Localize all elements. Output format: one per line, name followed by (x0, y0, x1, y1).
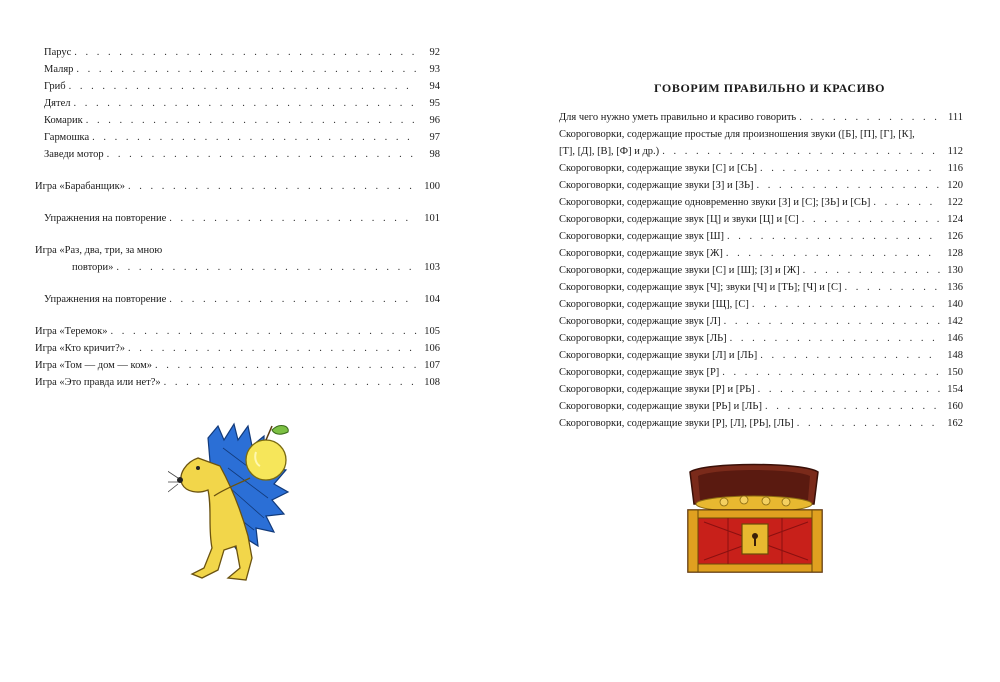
toc-entry-title: Скороговорки, содержащие звук [Р] (559, 367, 720, 378)
toc-entry-title: Скороговорки, содержащие звуки [Р] и [РЬ] (559, 384, 755, 395)
toc-entry-page-number: 148 (947, 350, 963, 361)
toc-entry-title: Игра «Том — дом — ком» (35, 360, 153, 371)
toc-leader-dots (73, 97, 417, 110)
toc-entry (559, 247, 963, 260)
toc-entry-page-number: 162 (947, 418, 963, 429)
toc-entry-page-number: 126 (947, 231, 963, 242)
toc-leader-dots (757, 179, 941, 192)
toc-leader-dots (662, 145, 940, 158)
toc-leader-dots (155, 359, 417, 372)
toc-entry (72, 261, 440, 274)
toc-entry (559, 179, 963, 192)
toc-leader-dots (169, 212, 417, 225)
toc-leader-dots (86, 114, 417, 127)
toc-entry (559, 230, 963, 243)
toc-entry-title: Скороговорки, содержащие звуки [Л] и [ЛЬ] (559, 350, 758, 361)
toc-entry-title: Скороговорки, содержащие звуки [Р], [Л], [РЬ], [ЛЬ] (559, 418, 794, 429)
toc-entry-title: Скороговорки, содержащие звук [Ж] (559, 248, 723, 259)
toc-entry-page-number: 142 (947, 316, 963, 327)
toc-leader-dots (760, 349, 940, 362)
hedgehog-illustration (168, 418, 308, 588)
toc-entry-first-line: Игра «Раз, два, три, за мною (35, 245, 163, 256)
toc-entry (559, 264, 963, 277)
toc-entry-page-number: 116 (947, 163, 963, 174)
toc-entry-title: Скороговорки, содержащие звук [Ч]; звуки [Ч] и [ТЬ]; [Ч] и [С] (559, 282, 842, 293)
toc-entry-page-number: 130 (947, 265, 963, 276)
toc-entry (559, 145, 963, 158)
toc-entry (559, 298, 963, 311)
toc-entry-page-number: 112 (947, 146, 963, 157)
toc-entry-title: Скороговорки, содержащие звук [Ц] и звуки [Ц] и [С] (559, 214, 799, 225)
toc-entry (44, 63, 440, 76)
toc-entry-page-number: 122 (947, 197, 963, 208)
toc-entry-title: Скороговорки, содержащие звуки [З] и [ЗЬ] (559, 180, 754, 191)
toc-entry (44, 293, 440, 306)
toc-leader-dots (760, 162, 940, 175)
toc-leader-dots (845, 281, 940, 294)
toc-entry-page-number: 111 (948, 112, 963, 123)
toc-entry-title: Заведи мотор (44, 149, 104, 160)
toc-entry-page-number: 104 (424, 294, 440, 305)
toc-entry-title: Игра «Это правда или нет?» (35, 377, 161, 388)
toc-entry (44, 80, 440, 93)
toc-entry-title: Гармошка (44, 132, 90, 143)
toc-entry-page-number: 93 (429, 64, 440, 75)
toc-entry-title: Скороговорки, содержащие звуки [Щ], [С] (559, 299, 749, 310)
toc-entry-title: Скороговорки, содержащие одновременно звуки [З] и [С]; [ЗЬ] и [СЬ] (559, 197, 871, 208)
toc-entry-title: Скороговорки, содержащие звуки [РЬ] и [ЛЬ] (559, 401, 762, 412)
toc-leader-dots (758, 383, 940, 396)
toc-entry (559, 281, 963, 294)
toc-entry-title: Упражнения на повторение (44, 294, 167, 305)
toc-entry-page-number: 105 (424, 326, 440, 337)
toc-entry (35, 359, 440, 372)
toc-entry-page-number: 98 (429, 149, 440, 160)
toc-entry (44, 131, 440, 144)
toc-leader-dots (797, 417, 940, 430)
apple (246, 440, 286, 480)
toc-leader-dots (802, 213, 940, 226)
toc-entry-page-number: 124 (947, 214, 963, 225)
toc-entry-title: Парус (44, 47, 72, 58)
toc-entry-page-number: 101 (424, 213, 440, 224)
toc-leader-dots (726, 247, 940, 260)
toc-entry-title: Гриб (44, 81, 66, 92)
toc-entry (559, 315, 963, 328)
toc-entry-page-number: 106 (424, 343, 440, 354)
toc-entry (559, 366, 963, 379)
toc-leader-dots (116, 261, 417, 274)
toc-entry (559, 213, 963, 226)
toc-entry (559, 400, 963, 413)
toc-entry-page-number: 108 (424, 377, 440, 388)
toc-entry-title: Игра «Теремок» (35, 326, 108, 337)
toc-entry (35, 376, 440, 389)
toc-entry-title: Скороговорки, содержащие звук [ЛЬ] (559, 333, 727, 344)
toc-entry-title: Скороговорки, содержащие звуки [С] и [СЬ] (559, 163, 757, 174)
toc-leader-dots (730, 332, 940, 345)
toc-entry (559, 162, 963, 175)
toc-entry (559, 349, 963, 362)
toc-leader-dots (752, 298, 940, 311)
toc-entry (44, 148, 440, 161)
toc-leader-dots (69, 80, 417, 93)
toc-leader-dots (76, 63, 417, 76)
toc-entry (559, 196, 963, 209)
toc-entry-page-number: 97 (429, 132, 440, 143)
toc-entry (559, 332, 963, 345)
toc-entry-page-number: 100 (424, 181, 440, 192)
toc-entry-title: Упражнения на повторение (44, 213, 167, 224)
section-heading: ГОВОРИМ ПРАВИЛЬНО И КРАСИВО (654, 81, 886, 95)
toc-leader-dots (765, 400, 940, 413)
toc-entry-page-number: 146 (947, 333, 963, 344)
toc-leader-dots (722, 366, 940, 379)
toc-entry-page-number: 94 (429, 81, 440, 92)
right-page (500, 0, 1000, 682)
toc-entry (35, 325, 440, 338)
toc-entry (44, 46, 440, 59)
toc-entry (559, 383, 963, 396)
toc-entry (35, 342, 440, 355)
toc-entry-page-number: 154 (947, 384, 963, 395)
toc-entry-page-number: 160 (947, 401, 963, 412)
toc-entry-title: Комарик (44, 115, 83, 126)
toc-entry-page-number: 96 (429, 115, 440, 126)
toc-leader-dots (724, 315, 940, 328)
toc-entry (44, 212, 440, 225)
toc-entry-page-number: 107 (424, 360, 440, 371)
toc-leader-dots (727, 230, 940, 243)
toc-leader-dots (92, 131, 417, 144)
toc-entry-page-number: 128 (947, 248, 963, 259)
toc-entry-title: Игра «Кто кричит?» (35, 343, 125, 354)
toc-leader-dots (128, 180, 417, 193)
toc-entry-title: Дятел (44, 98, 71, 109)
toc-entry (559, 417, 963, 430)
toc-entry-page-number: 103 (424, 262, 440, 273)
toc-leader-dots (107, 148, 417, 161)
toc-leader-dots (873, 196, 940, 209)
toc-leader-dots (803, 264, 940, 277)
toc-entry-title: повтори» (72, 262, 114, 273)
toc-entry-title: Скороговорки, содержащие звуки [С] и [Ш]; [З] и [Ж] (559, 265, 800, 276)
toc-entry-page-number: 92 (429, 47, 440, 58)
toc-entry (559, 111, 963, 124)
toc-entry-title: Скороговорки, содержащие звук [Л] (559, 316, 721, 327)
toc-leader-dots (111, 325, 417, 338)
treasure-chest-illustration (684, 460, 826, 578)
toc-leader-dots (799, 111, 940, 124)
toc-entry (35, 180, 440, 193)
toc-entry-page-number: 95 (429, 98, 440, 109)
toc-entry-title: [Т], [Д], [В], [Ф] и др.) (559, 146, 660, 157)
toc-entry-page-number: 140 (947, 299, 963, 310)
toc-entry (44, 97, 440, 110)
toc-entry-page-number: 136 (947, 282, 963, 293)
toc-entry-title: Скороговорки, содержащие звук [Ш] (559, 231, 725, 242)
toc-entry-title: Для чего нужно уметь правильно и красиво говорить (559, 112, 797, 123)
toc-entry-title: Маляр (44, 64, 74, 75)
toc-leader-dots (128, 342, 417, 355)
toc-entry-first-line: Скороговорки, содержащие простые для произношения звуки ([Б], [П], [Г], [К], (559, 129, 915, 140)
toc-leader-dots (74, 46, 417, 59)
toc-entry (44, 114, 440, 127)
toc-entry-title: Игра «Барабанщик» (35, 181, 125, 192)
toc-leader-dots (169, 293, 417, 306)
toc-entry-page-number: 120 (947, 180, 963, 191)
toc-entry-page-number: 150 (947, 367, 963, 378)
toc-leader-dots (164, 376, 417, 389)
